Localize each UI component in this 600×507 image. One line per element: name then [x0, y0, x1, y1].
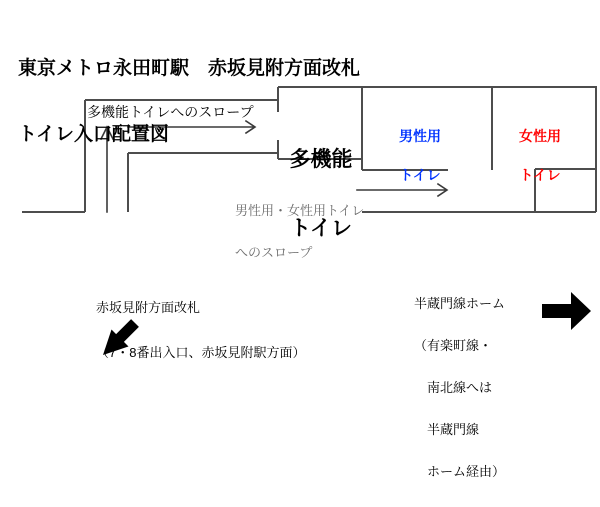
- platform-label-line3: 南北線へは: [414, 380, 493, 395]
- womens-toilet-line1: 女性用: [519, 128, 561, 144]
- akasaka-mitsuke-gate-label: [96, 270, 305, 390]
- platform-label-line1: 半蔵門線ホーム: [414, 296, 506, 311]
- platform-label-line4: 半蔵門線: [414, 422, 480, 437]
- mens-toilet-line1: 男性用: [399, 128, 441, 144]
- platform-direction-right-arrow-icon: [542, 292, 591, 330]
- womens-toilet-room-label: [500, 104, 580, 208]
- page-title-line2: トイレ入口配置図: [18, 124, 170, 145]
- womens-toilet-line2: トイレ: [519, 167, 561, 183]
- hanzomon-platform-label: [414, 269, 505, 507]
- gate-label-line1: 赤坂見附方面改札: [96, 300, 201, 315]
- multifunction-slope-label: 多機能トイレへのスロープ: [87, 104, 254, 120]
- mens-womens-slope-line1: 男性用・女性用トイレ: [235, 203, 365, 218]
- mens-toilet-room-label: [380, 104, 460, 208]
- multifunction-toilet-line1: 多機能: [289, 148, 353, 171]
- mens-toilet-line2: トイレ: [399, 167, 441, 183]
- mens-womens-slope-line2: へのスロープ: [235, 245, 313, 260]
- platform-label-line2: （有楽町線・: [414, 338, 493, 353]
- gate-label-line2: （7・8番出入口、赤坂見附駅方面）: [96, 345, 306, 360]
- page-title-line1: 東京メトロ永田町駅 赤坂見附方面改札: [18, 58, 361, 79]
- platform-label-line5: ホーム経由）: [414, 464, 506, 479]
- multifunction-toilet-line2: トイレ: [290, 217, 352, 240]
